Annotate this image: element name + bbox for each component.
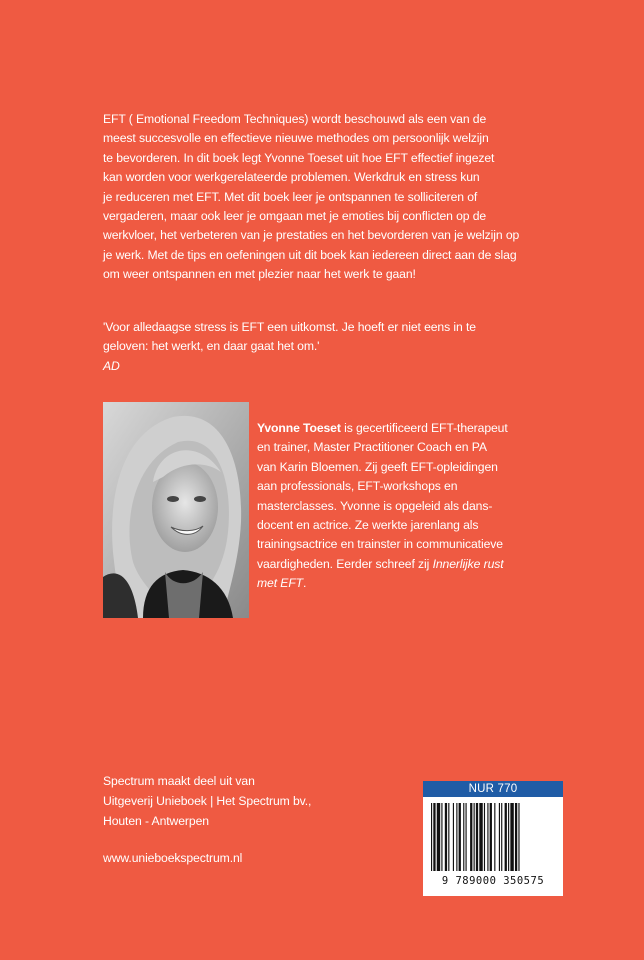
nur-code: NUR 770 (423, 781, 563, 797)
barcode-bar (490, 803, 492, 871)
barcode-bar (445, 803, 447, 871)
bio-text: masterclasses. Yvonne is opgeleid als dans- (257, 498, 493, 513)
quote-line: 'Voor alledaagse stress is EFT een uitkomst. Je hoeft er niet eens in te (103, 320, 476, 334)
blurb-line: kan worden voor werkgerelateerde problemen. Werkdruk en stress kun (103, 170, 480, 185)
blurb-line: EFT ( Emotional Freedom Techniques) wordt beschouwd als een van de (103, 112, 487, 126)
blurb-line: je werk. Met de tips en oefeningen uit dit boek kan iedereen direct aan de slag (103, 247, 517, 262)
barcode-bar (470, 803, 472, 871)
barcode-bar (437, 803, 440, 871)
barcode-label (423, 781, 563, 896)
bio-text: trainingsactrice en trainster in communicatieve (257, 537, 503, 552)
barcode-bar (448, 803, 449, 871)
barcode-bar (431, 803, 432, 871)
barcode-bar (487, 803, 488, 871)
barcode-bar (476, 803, 478, 871)
book-title: met EFT (257, 576, 304, 591)
isbn-number: 9 789000 350575 (441, 875, 545, 887)
bio-text: vaardigheden. Eerder schreef zij (257, 556, 433, 571)
bio-text: is gecertificeerd EFT-therapeut (340, 421, 508, 435)
barcode-bar (510, 803, 513, 871)
publisher-line: Uitgeverij Unieboek | Het Spectrum bv., (103, 794, 312, 808)
bio-text: aan professionals, EFT-workshops en (257, 479, 458, 494)
barcode-bar (433, 803, 435, 871)
back-cover-blurb (103, 110, 573, 285)
blurb-line: te bevorderen. In dit boek legt Yvonne Toeset uit hoe EFT effectief ingezet (103, 150, 495, 165)
barcode-bar (484, 803, 485, 871)
publisher-info (103, 771, 363, 831)
blurb-line: werkvloer, het verbeteren van je prestaties en het bevorderen van je welzijn op (103, 228, 520, 243)
barcode-icon (431, 803, 555, 871)
bio-text: en trainer, Master Practitioner Coach en PA (257, 440, 487, 455)
barcode-bar (463, 803, 464, 871)
barcode-bar (499, 803, 500, 871)
barcode-bar (508, 803, 509, 871)
barcode-bar (494, 803, 495, 871)
barcode-bar (515, 803, 517, 871)
author-bio (257, 419, 557, 594)
publisher-website: www.unieboekspectrum.nl (103, 851, 243, 865)
quote-source: AD (103, 358, 120, 373)
barcode-bar (456, 803, 457, 871)
blurb-line: je reduceren met EFT. Met dit boek leer je ontspannen te solliciteren of (103, 189, 478, 204)
barcode-bar (474, 803, 475, 871)
author-name: Yvonne Toeset (257, 421, 341, 435)
bio-text: . (303, 576, 307, 591)
barcode-bar (466, 803, 467, 871)
barcode-bar (518, 803, 519, 871)
barcode-bar (479, 803, 482, 871)
barcode-bar (501, 803, 502, 871)
author-photo (103, 402, 249, 618)
bio-text: docent en actrice. Ze werkte jarenlang als (257, 518, 479, 533)
barcode-bar (505, 803, 507, 871)
barcode-bar (441, 803, 442, 871)
barcode-bar (453, 803, 454, 871)
book-title: Innerlijke rust (432, 556, 504, 571)
blurb-line: meest succesvolle en effectieve nieuwe methodes om persoonlijk welzijn (103, 131, 489, 146)
press-quote (103, 318, 573, 376)
publisher-line: Houten - Antwerpen (103, 814, 209, 828)
quote-line: geloven: het werkt, en daar gaat het om.' (103, 339, 320, 354)
blurb-line: om weer ontspannen en met plezier naar het werk te gaan! (103, 267, 416, 282)
author-portrait-image (103, 402, 249, 618)
blurb-line: vergaderen, maar ook leer je omgaan met je emoties bij conflicten op de (103, 209, 487, 224)
publisher-line: Spectrum maakt deel uit van (103, 774, 255, 788)
bio-text: van Karin Bloemen. Zij geeft EFT-opleidingen (257, 459, 498, 474)
barcode-bar (459, 803, 461, 871)
